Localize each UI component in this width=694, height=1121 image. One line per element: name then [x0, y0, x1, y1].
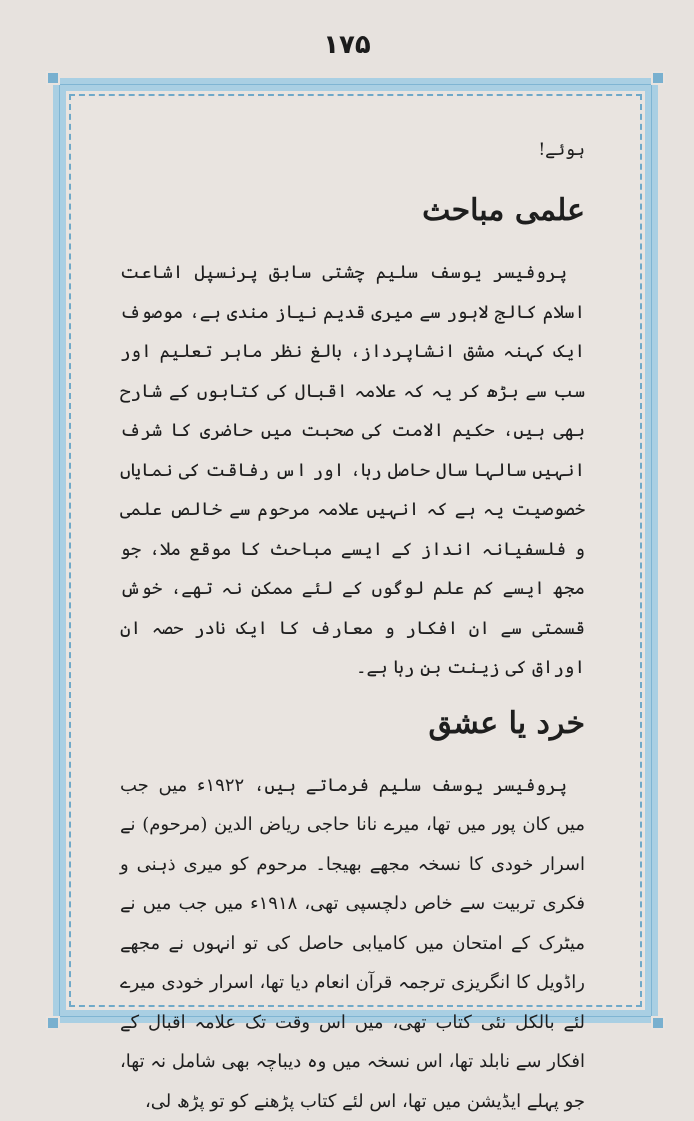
section-heading-khirad-ya-ishq: خرد یا عشق: [120, 702, 585, 746]
continuation-fragment: ہوئے!: [120, 135, 585, 165]
frame-corner-ornament: [46, 1016, 60, 1030]
frame-corner-ornament: [651, 71, 665, 85]
frame-corner-ornament: [46, 71, 60, 85]
frame-corner-ornament: [651, 1016, 665, 1030]
paragraph-ilmi-mabahis: پروفیسر یوسف سلیم چشتی سابق پرنسپل اشاعت اسلام کالج لاہور سے میری قدیم نیاز مندی ہے، موصوف ایک کہنہ مشق انشاپرداز، بالغ نظر ماہر تعلیم اور سب سے بڑھ کر یہ کہ علامہ اقبال کی کتابوں کے شارح بھی ہیں، حکیم الامت کی صحبت میں حاضری کا شرف انہیں سالہا سال حاصل رہا، اور اس رفاقت کی نمایاں خصوصیت یہ ہے کہ انہیں علامہ مرحوم سے خالص علمی و فلسفیانہ انداز کے ایسے مباحث کا موقع ملا، جو مجھ ایسے کم علم لوگوں کے لئے ممکن نہ تھے، خوش قسمتی سے ان افکار و معارف کا ایک نادر حصہ ان اوراق کی زینت بن رہا ہے۔: [120, 253, 585, 688]
page-text-body: [120, 135, 585, 1121]
page-number: ۱۷۵: [300, 30, 394, 60]
paragraph-khirad-ya-ishq: پروفیسر یوسف سلیم فرماتے ہیں، ۱۹۲۲ء میں جب میں کان پور میں تھا، میرے نانا حاجی ریاض الدین (مرحوم) نے اسرار خودی کا نسخہ مجھے بھیجا۔ مرحوم کو میری ذہنی و فکری تربیت سے خاص دلچسپی تھی، ۱۹۱۸ء میں جب میں نے میٹرک کے امتحان میں کامیابی حاصل کی تو انہوں نے مجھے راڈویل کا انگریزی ترجمہ قرآن انعام دیا تھا، اسرار خودی میرے لئے بالکل نئی کتاب تھی، میں اس وقت تک علامہ اقبال کے افکار سے نابلد تھا، اس نسخہ میں وہ دیباچہ بھی شامل نہ تھا، جو پہلے ایڈیشن میں تھا، اس لئے کتاب پڑھنے کو تو پڑھ لی،: [120, 766, 585, 1121]
section-heading-ilmi-mabahis: علمی مباحث: [120, 189, 585, 233]
